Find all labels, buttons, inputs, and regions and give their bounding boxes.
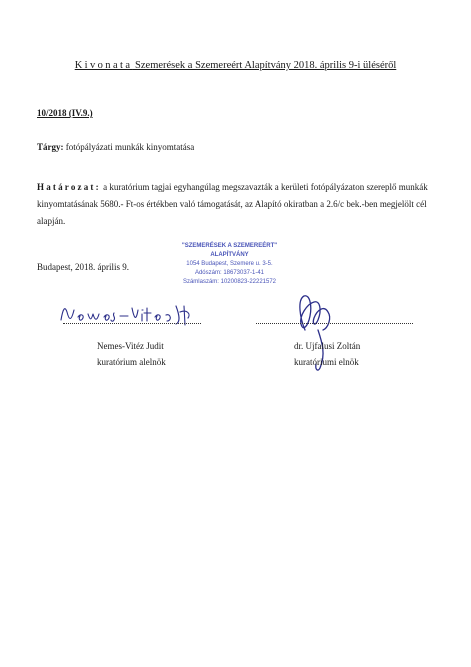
signature-line-right: [256, 323, 413, 324]
foundation-stamp: [172, 242, 287, 287]
signer-left-name: Nemes-Vitéz Judit: [97, 341, 164, 351]
decision-text: a kuratórium tagjai egyhangúlag megszavazták a kerületi fotópályázaton szereplő munkák kinyomtatásának 5680.- Ft-os értékben való támogatását, az Alapító okiratban a 2.6/c bek.-ben megjelölt cél alapján.: [37, 182, 428, 226]
signature-left-handwriting: [58, 300, 208, 332]
signature-line-left: [63, 323, 201, 324]
stamp-address: 1054 Budapest, Szemere u. 3-5.: [186, 261, 273, 267]
place-date: Budapest, 2018. április 9.: [37, 262, 129, 272]
stamp-org-line2: ALAPÍTVÁNY: [210, 252, 249, 258]
document-title: [0, 60, 471, 71]
stamp-org-line1: "SZEMERÉSEK A SZEMEREÉRT": [181, 243, 278, 249]
signer-right-name: dr. Ujfalusi Zoltán: [294, 341, 361, 351]
subject-label: Tárgy:: [37, 142, 64, 152]
stamp-account-number: Számlaszám: 10200823-22221572: [182, 279, 277, 285]
title-rest: Szemerések a Szemereért Alapítvány 2018. április 9-i üléséről: [132, 60, 397, 71]
title-kivonata: Kivonata: [74, 60, 133, 71]
decision-label: Határozat:: [37, 182, 101, 192]
signer-right-role: kuratóriumi elnök: [294, 357, 359, 367]
decision-paragraph: [37, 179, 437, 230]
reference-number: 10/2018 (IV.9.): [37, 108, 93, 118]
signer-left-role: kuratórium alelnök: [97, 357, 166, 367]
stamp-tax-number: Adószám: 18673037-1-41: [194, 270, 265, 276]
subject-text: fotópályázati munkák kinyomtatása: [63, 142, 195, 152]
subject-line: [37, 142, 194, 152]
